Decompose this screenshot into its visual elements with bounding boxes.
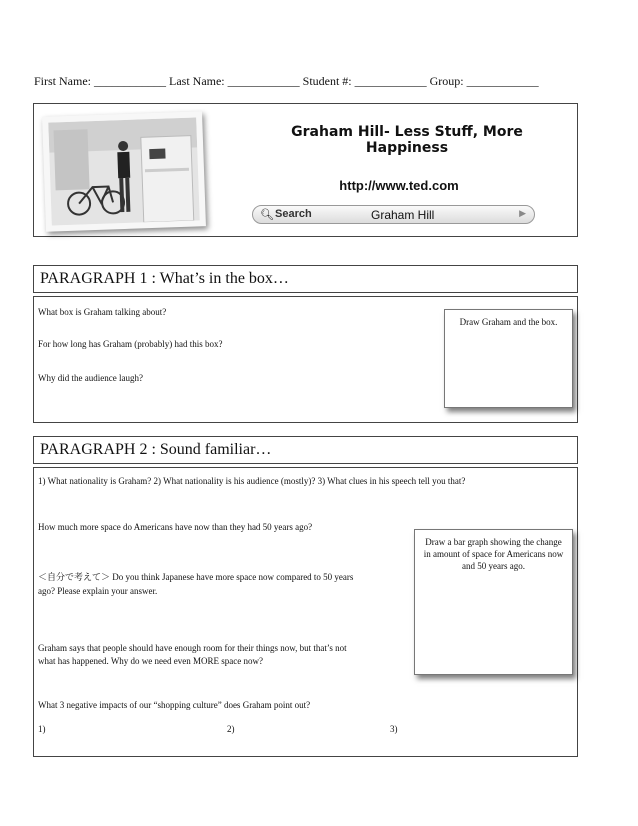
search-label: Search — [275, 208, 312, 220]
p1-question-duration: For how long has Graham (probably) had this box? — [38, 339, 223, 349]
speaker-photo — [48, 117, 200, 225]
paragraph2-body — [33, 467, 578, 757]
paragraph1-body — [33, 296, 578, 423]
search-icon: 🔍︎ — [260, 209, 274, 221]
arrow-right-icon: ▶ — [519, 208, 526, 218]
paragraph1-heading: PARAGRAPH 1 : What’s in the box… — [33, 265, 578, 293]
p1-question-box: What box is Graham talking about? — [38, 307, 167, 317]
ted-url: http://www.ted.com — [339, 178, 459, 193]
p1-question-laugh: Why did the audience laugh? — [38, 373, 143, 383]
p2-question-japan-2: ago? Please explain your answer. — [38, 586, 158, 596]
p2-question-row: 1) What nationality is Graham? 2) What nationality is his audience (mostly)? 3) What clues in his speech tell you that? — [38, 476, 466, 486]
search-bar — [252, 205, 535, 224]
draw-bar-graph-box: Draw a bar graph showing the change in amount of space for Americans now and 50 years ago. — [414, 529, 573, 675]
p2-answer-3: 3) — [390, 724, 398, 734]
search-value: Graham Hill — [371, 208, 435, 222]
p2-question-japan-1: ＜自分で考えて＞ Do you think Japanese have more space now compared to 50 years — [38, 572, 354, 582]
p2-question-room-1: Graham says that people should have enough room for their things now, but that’s not — [38, 643, 347, 653]
talk-title: Graham Hill- Less Stuff, More Happiness — [291, 124, 523, 156]
talk-banner — [33, 103, 578, 237]
paragraph2-heading: PARAGRAPH 2 : Sound familiar… — [33, 436, 578, 464]
speaker-photo-frame — [42, 111, 206, 232]
p2-question-room-2: what has happened. Why do we need even MORE space now? — [38, 656, 264, 666]
draw-graham-box: Draw Graham and the box. — [444, 309, 573, 408]
p2-answer-1: 1) — [38, 724, 46, 734]
p2-answer-2: 2) — [227, 724, 235, 734]
p2-question-impacts: What 3 negative impacts of our “shopping culture” does Graham point out? — [38, 700, 311, 710]
p2-question-space: How much more space do Americans have now than they had 50 years ago? — [38, 522, 313, 532]
student-info-line: First Name: ____________ Last Name: ____________ Student #: ____________ Group: ____________ — [34, 74, 539, 88]
